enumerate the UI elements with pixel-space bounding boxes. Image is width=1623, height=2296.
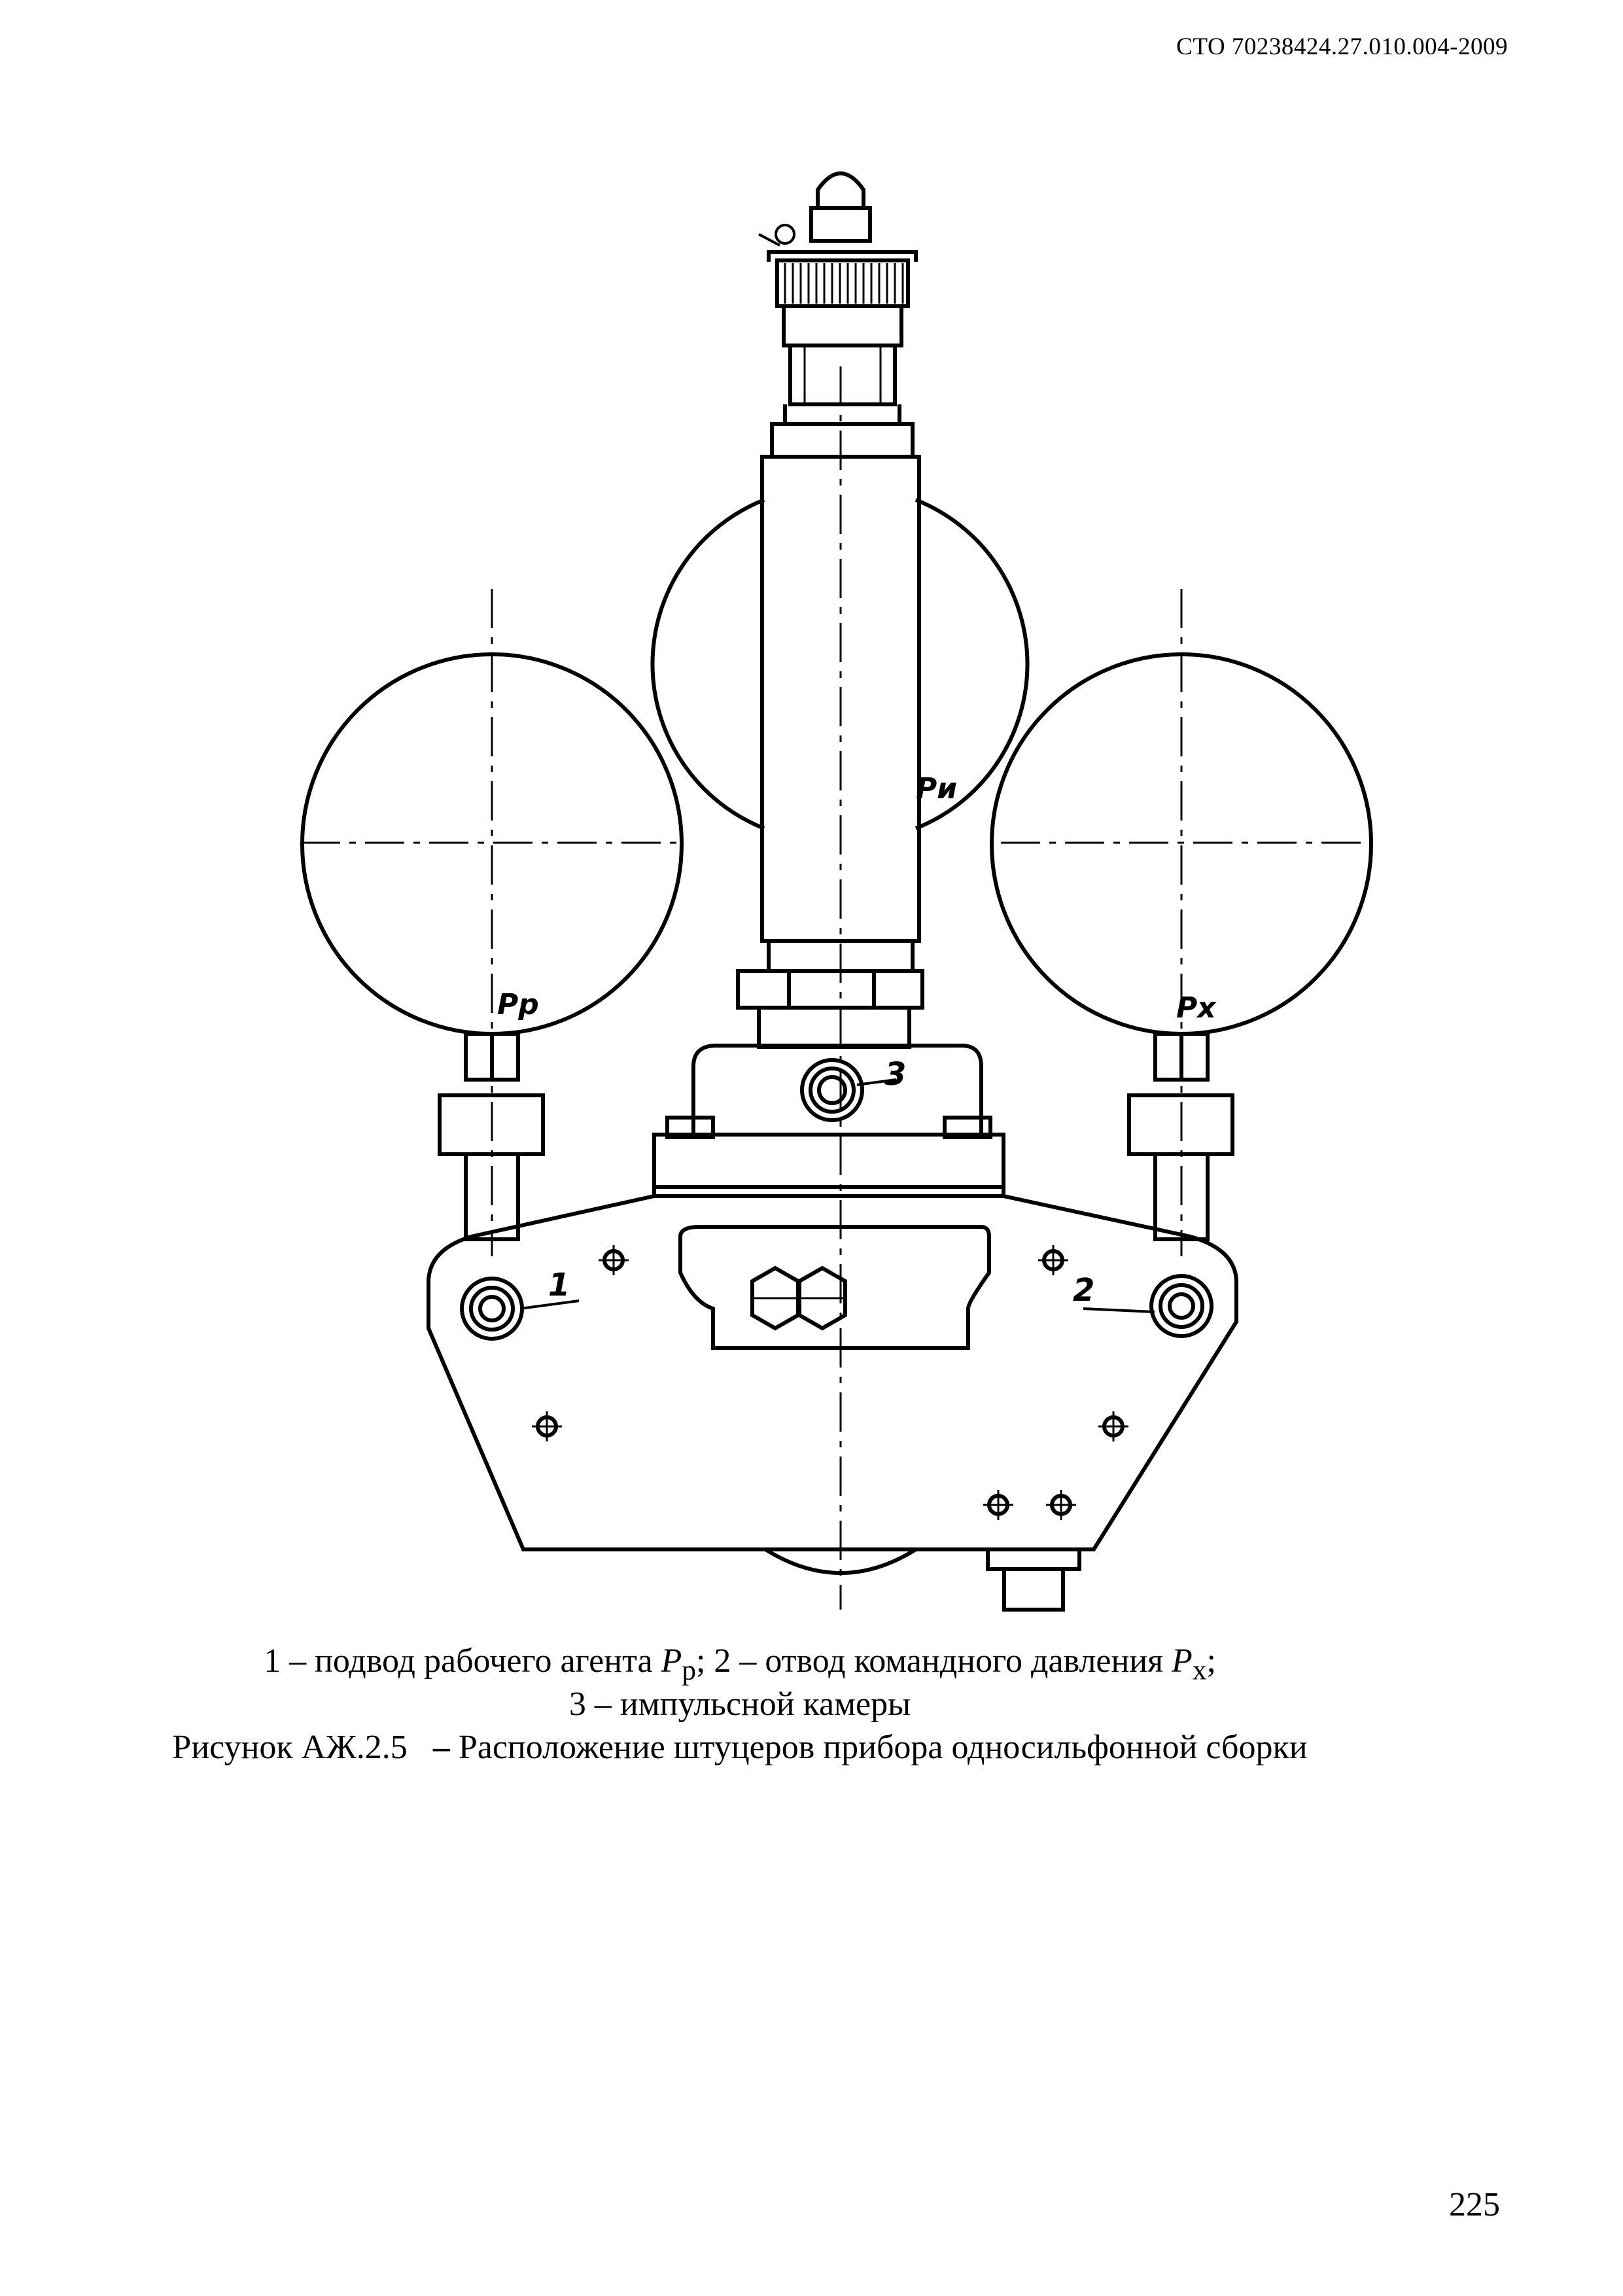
page-number: 225 [1449, 2186, 1500, 2223]
adjust-cap [759, 173, 916, 457]
caption-dash: – [432, 1729, 450, 1766]
hex-nut [738, 971, 922, 1008]
figure-caption [0, 1726, 1480, 1769]
callout-2: 2 [1073, 1272, 1095, 1309]
document-code: СТО 70238424.27.010.004-2009 [1176, 33, 1508, 60]
base-plate [428, 1196, 1236, 1549]
pressure-subscript-p: р [682, 1654, 696, 1686]
window-hex-nuts [752, 1268, 845, 1328]
base-window [680, 1227, 989, 1348]
callout-3: 3 [884, 1056, 907, 1093]
mounting-flange [654, 1135, 1003, 1187]
bottom-stud [988, 1549, 1079, 1610]
pressure-symbol-x: P [1172, 1642, 1193, 1680]
caption-legend-line-2: 3 – импульсной камеры [568, 1686, 911, 1723]
caption-text-a: 1 – подвод рабочего агента [264, 1642, 661, 1680]
mounting-holes [538, 1251, 1123, 1514]
nut-base [759, 1008, 909, 1047]
caption-text-b: ; 2 – отвод командного давления [695, 1642, 1172, 1680]
caption-text-c: ; [1206, 1642, 1216, 1680]
pressure-symbol-p: P [661, 1642, 682, 1680]
center-lines [301, 366, 1367, 1610]
gauge-label-left: Pр [497, 988, 539, 1021]
knurl-lines [785, 263, 903, 304]
callout-1: 1 [548, 1267, 570, 1303]
pressure-subscript-x: х [1192, 1654, 1207, 1686]
impulse-fitting [802, 1060, 862, 1120]
gauge-label-center: Pи [916, 772, 958, 805]
gauge-label-right: Px [1176, 991, 1216, 1025]
figure-number: Рисунок АЖ.2.5 [172, 1729, 408, 1766]
outlet-fitting [1151, 1276, 1212, 1336]
inlet-fitting [462, 1279, 522, 1339]
hole-center-marks [532, 1245, 1128, 1520]
figure-title: Расположение штуцеров прибора односильфонной сборки [458, 1729, 1308, 1766]
